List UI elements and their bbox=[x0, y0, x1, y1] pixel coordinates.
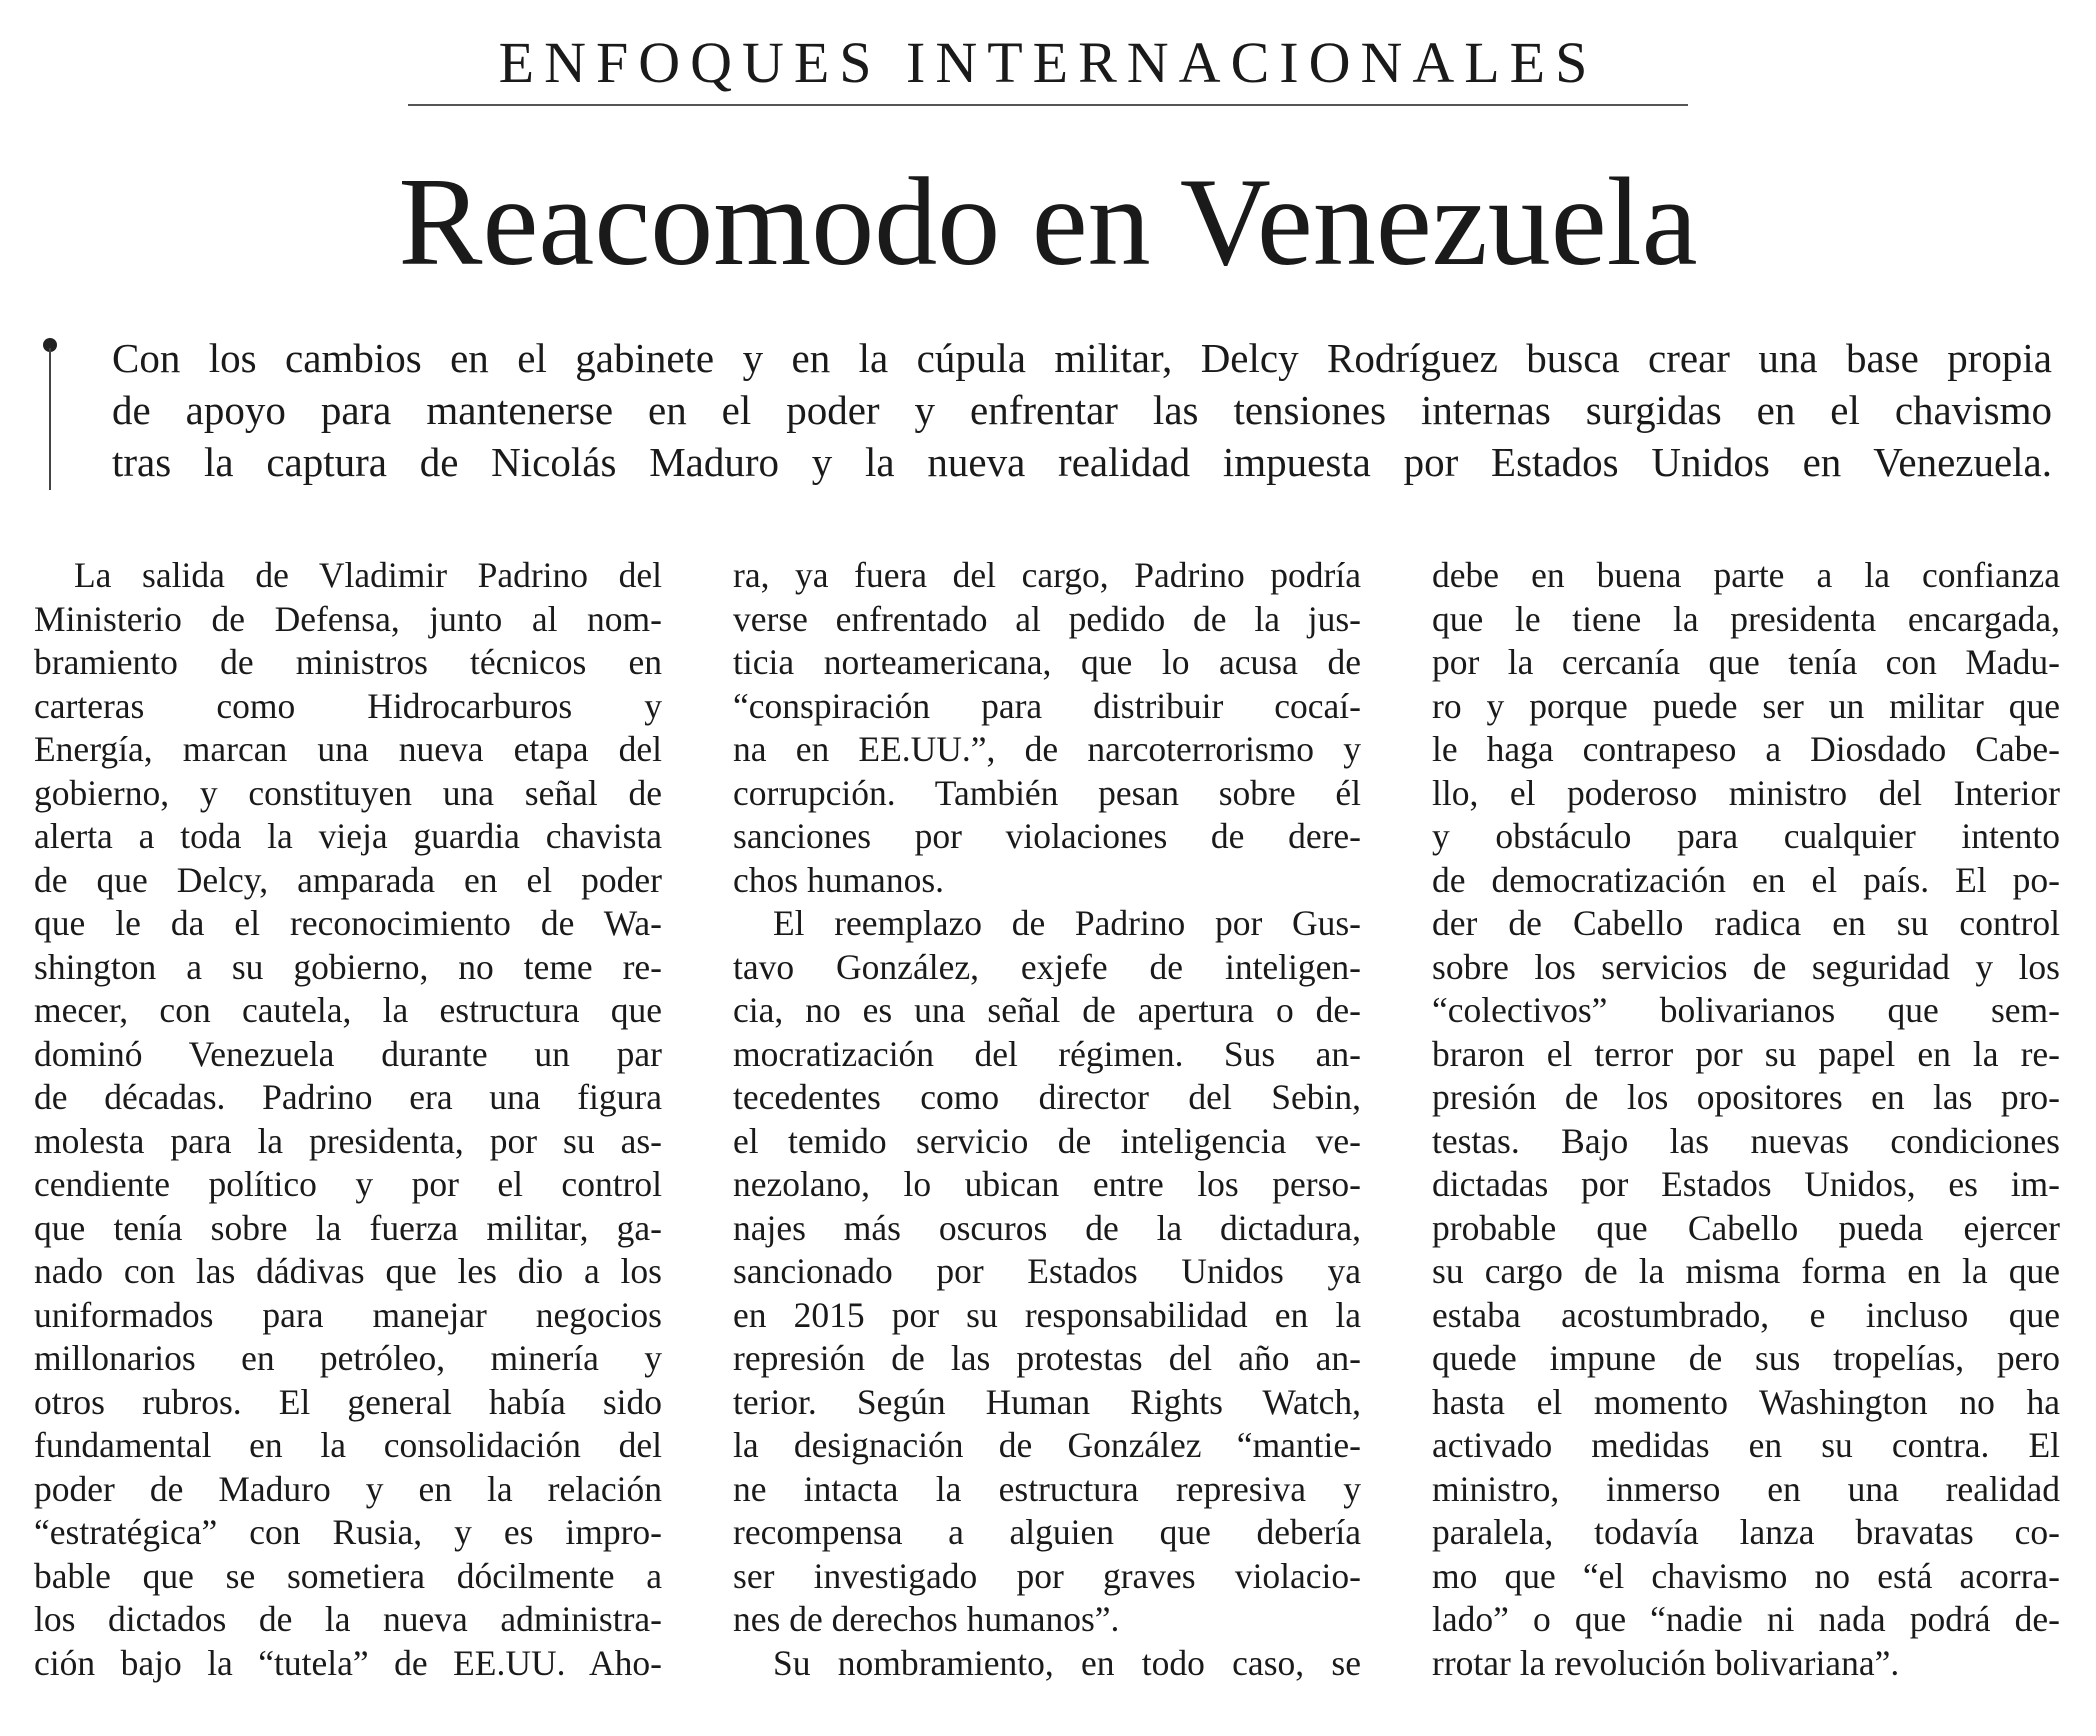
column-text-line: otros rubros. El general había sido bbox=[34, 1381, 662, 1422]
lede-line: tras la captura de Nicolás Maduro y la nueva realidad impuesta por Estados Unidos en Venezuela. bbox=[112, 439, 2052, 485]
article-column-1 bbox=[34, 554, 662, 1685]
lede-bullet-rule bbox=[43, 338, 57, 490]
column-text-line: estaba acostumbrado, e incluso que bbox=[1432, 1294, 2060, 1335]
article-column-2 bbox=[733, 554, 1361, 1685]
column-text-line: Energía, marcan una nueva etapa del bbox=[34, 729, 662, 769]
column-text-line: bramiento de ministros técnicos en bbox=[34, 642, 662, 682]
column-text-line: ser investigado por graves violacio- bbox=[733, 1555, 1361, 1596]
column-text-line: Su nombramiento, en todo caso, se bbox=[773, 1642, 1361, 1683]
column-text-line: alerta a toda la vieja guardia chavista bbox=[34, 816, 662, 856]
column-text-line: El reemplazo de Padrino por Gus- bbox=[773, 903, 1361, 943]
column-text-line: corrupción. También pesan sobre él bbox=[733, 772, 1361, 813]
column-text-line: shington a su gobierno, no teme re- bbox=[34, 946, 662, 987]
column-text-line: na en EE.UU.”, de narcoterrorismo y bbox=[733, 729, 1361, 769]
column-text-line: que le da el reconocimiento de Wa- bbox=[34, 903, 662, 943]
column-text-line: represión de las protestas del año an- bbox=[733, 1338, 1361, 1378]
column-text-line: sancionado por Estados Unidos ya bbox=[733, 1251, 1361, 1291]
column-text-line: cia, no es una señal de apertura o de- bbox=[733, 990, 1361, 1030]
column-text-line: nes de derechos humanos”. bbox=[733, 1599, 1120, 1639]
lede-line: de apoyo para mantenerse en el poder y enfrentar las tensiones internas surgidas en el chavismo bbox=[112, 387, 2052, 433]
lede-line: Con los cambios en el gabinete y en la cúpula militar, Delcy Rodríguez busca crear una base propia bbox=[112, 335, 2052, 381]
column-text-line: najes más oscuros de la dictadura, bbox=[733, 1207, 1361, 1248]
column-text-line: tavo González, exjefe de inteligen- bbox=[733, 946, 1361, 987]
column-text-line: ticia norteamericana, que lo acusa de bbox=[733, 642, 1361, 682]
column-text-line: fundamental en la consolidación del bbox=[34, 1425, 662, 1465]
section-title: ENFOQUES INTERNACIONALES bbox=[498, 30, 1598, 95]
column-text-line: paralela, todavía lanza bravatas co- bbox=[1432, 1512, 2060, 1552]
column-text-line: por la cercanía que tenía con Madu- bbox=[1432, 642, 2060, 682]
column-text-line: gobierno, y constituyen una señal de bbox=[34, 772, 662, 813]
column-text-line: el temido servicio de inteligencia ve- bbox=[733, 1120, 1361, 1161]
column-text-line: uniformados para manejar negocios bbox=[34, 1294, 662, 1335]
column-text-line: que le tiene la presidenta encargada, bbox=[1432, 598, 2060, 639]
column-text-line: chos humanos. bbox=[733, 859, 945, 900]
column-text-line: le haga contrapeso a Diosdado Cabe- bbox=[1432, 729, 2060, 769]
column-text-line: sanciones por violaciones de dere- bbox=[733, 816, 1361, 856]
column-text-line: nezolano, lo ubican entre los perso- bbox=[733, 1164, 1361, 1204]
column-text-line: en 2015 por su responsabilidad en la bbox=[733, 1294, 1361, 1335]
column-text-line: la designación de González “mantie- bbox=[733, 1425, 1361, 1465]
section-header bbox=[408, 26, 1688, 106]
column-text-line: mocratización del régimen. Sus an- bbox=[733, 1033, 1361, 1074]
column-text-line: millonarios en petróleo, minería y bbox=[34, 1338, 662, 1378]
column-text-line: dictadas por Estados Unidos, es im- bbox=[1432, 1164, 2060, 1204]
column-text-line: ra, ya fuera del cargo, Padrino podría bbox=[733, 555, 1361, 595]
column-text-line: y obstáculo para cualquier intento bbox=[1432, 816, 2060, 856]
column-text-line: braron el terror por su papel en la re- bbox=[1432, 1033, 2060, 1074]
column-text-line: presión de los opositores en las pro- bbox=[1432, 1077, 2060, 1117]
column-text-line: “conspiración para distribuir cocaí- bbox=[733, 685, 1361, 726]
column-text-line: terior. Según Human Rights Watch, bbox=[733, 1381, 1361, 1422]
column-text-line: ministro, inmerso en una realidad bbox=[1432, 1468, 2060, 1509]
article-headline: Reacomodo en Venezuela bbox=[398, 153, 1698, 292]
column-text-line: “estratégica” con Rusia, y es impro- bbox=[34, 1512, 662, 1552]
column-text-line: de que Delcy, amparada en el poder bbox=[34, 859, 662, 900]
column-text-line: poder de Maduro y en la relación bbox=[34, 1468, 662, 1509]
column-text-line: ne intacta la estructura represiva y bbox=[733, 1468, 1361, 1509]
column-text-line: ción bajo la “tutela” de EE.UU. Aho- bbox=[34, 1642, 662, 1683]
column-text-line: quede impune de sus tropelías, pero bbox=[1432, 1338, 2060, 1378]
column-text-line: Ministerio de Defensa, junto al nom- bbox=[34, 598, 662, 639]
column-text-line: activado medidas en su contra. El bbox=[1432, 1425, 2060, 1465]
column-text-line: probable que Cabello pueda ejercer bbox=[1432, 1207, 2060, 1248]
column-text-line: lado” o que “nadie ni nada podrá de- bbox=[1432, 1599, 2060, 1639]
column-text-line: der de Cabello radica en su control bbox=[1432, 903, 2060, 943]
column-text-line: rrotar la revolución bolivariana”. bbox=[1432, 1642, 1900, 1683]
column-text-line: tecedentes como director del Sebin, bbox=[733, 1077, 1361, 1117]
column-text-line: de décadas. Padrino era una figura bbox=[34, 1077, 662, 1117]
vertical-rule bbox=[49, 348, 51, 490]
column-text-line: llo, el poderoso ministro del Interior bbox=[1432, 772, 2060, 813]
column-text-line: molesta para la presidenta, por su as- bbox=[34, 1120, 662, 1161]
column-text-line: dominó Venezuela durante un par bbox=[34, 1033, 662, 1074]
column-text-line: los dictados de la nueva administra- bbox=[34, 1599, 662, 1639]
column-text-line: verse enfrentado al pedido de la jus- bbox=[733, 598, 1361, 639]
article-lede bbox=[112, 332, 2052, 488]
column-text-line: hasta el momento Washington no ha bbox=[1432, 1381, 2060, 1422]
column-text-line: nado con las dádivas que les dio a los bbox=[34, 1251, 662, 1291]
column-text-line: su cargo de la misma forma en la que bbox=[1432, 1251, 2060, 1291]
column-text-line: mecer, con cautela, la estructura que bbox=[34, 990, 662, 1030]
column-text-line: debe en buena parte a la confianza bbox=[1432, 555, 2060, 595]
column-text-line: mo que “el chavismo no está acorra- bbox=[1432, 1555, 2060, 1596]
column-text-line: cendiente político y por el control bbox=[34, 1164, 662, 1204]
column-text-line: ro y porque puede ser un militar que bbox=[1432, 685, 2060, 726]
column-text-line: sobre los servicios de seguridad y los bbox=[1432, 946, 2060, 987]
column-text-line: que tenía sobre la fuerza militar, ga- bbox=[34, 1207, 662, 1248]
column-text-line: de democratización en el país. El po- bbox=[1432, 859, 2060, 900]
column-text-line: testas. Bajo las nuevas condiciones bbox=[1432, 1120, 2060, 1161]
column-text-line: La salida de Vladimir Padrino del bbox=[74, 555, 662, 595]
column-text-line: bable que se sometiera dócilmente a bbox=[34, 1555, 662, 1596]
column-text-line: recompensa a alguien que debería bbox=[733, 1512, 1361, 1552]
article-column-3 bbox=[1432, 554, 2060, 1685]
column-text-line: “colectivos” bolivarianos que sem- bbox=[1432, 990, 2060, 1030]
column-text-line: carteras como Hidrocarburos y bbox=[34, 685, 662, 726]
